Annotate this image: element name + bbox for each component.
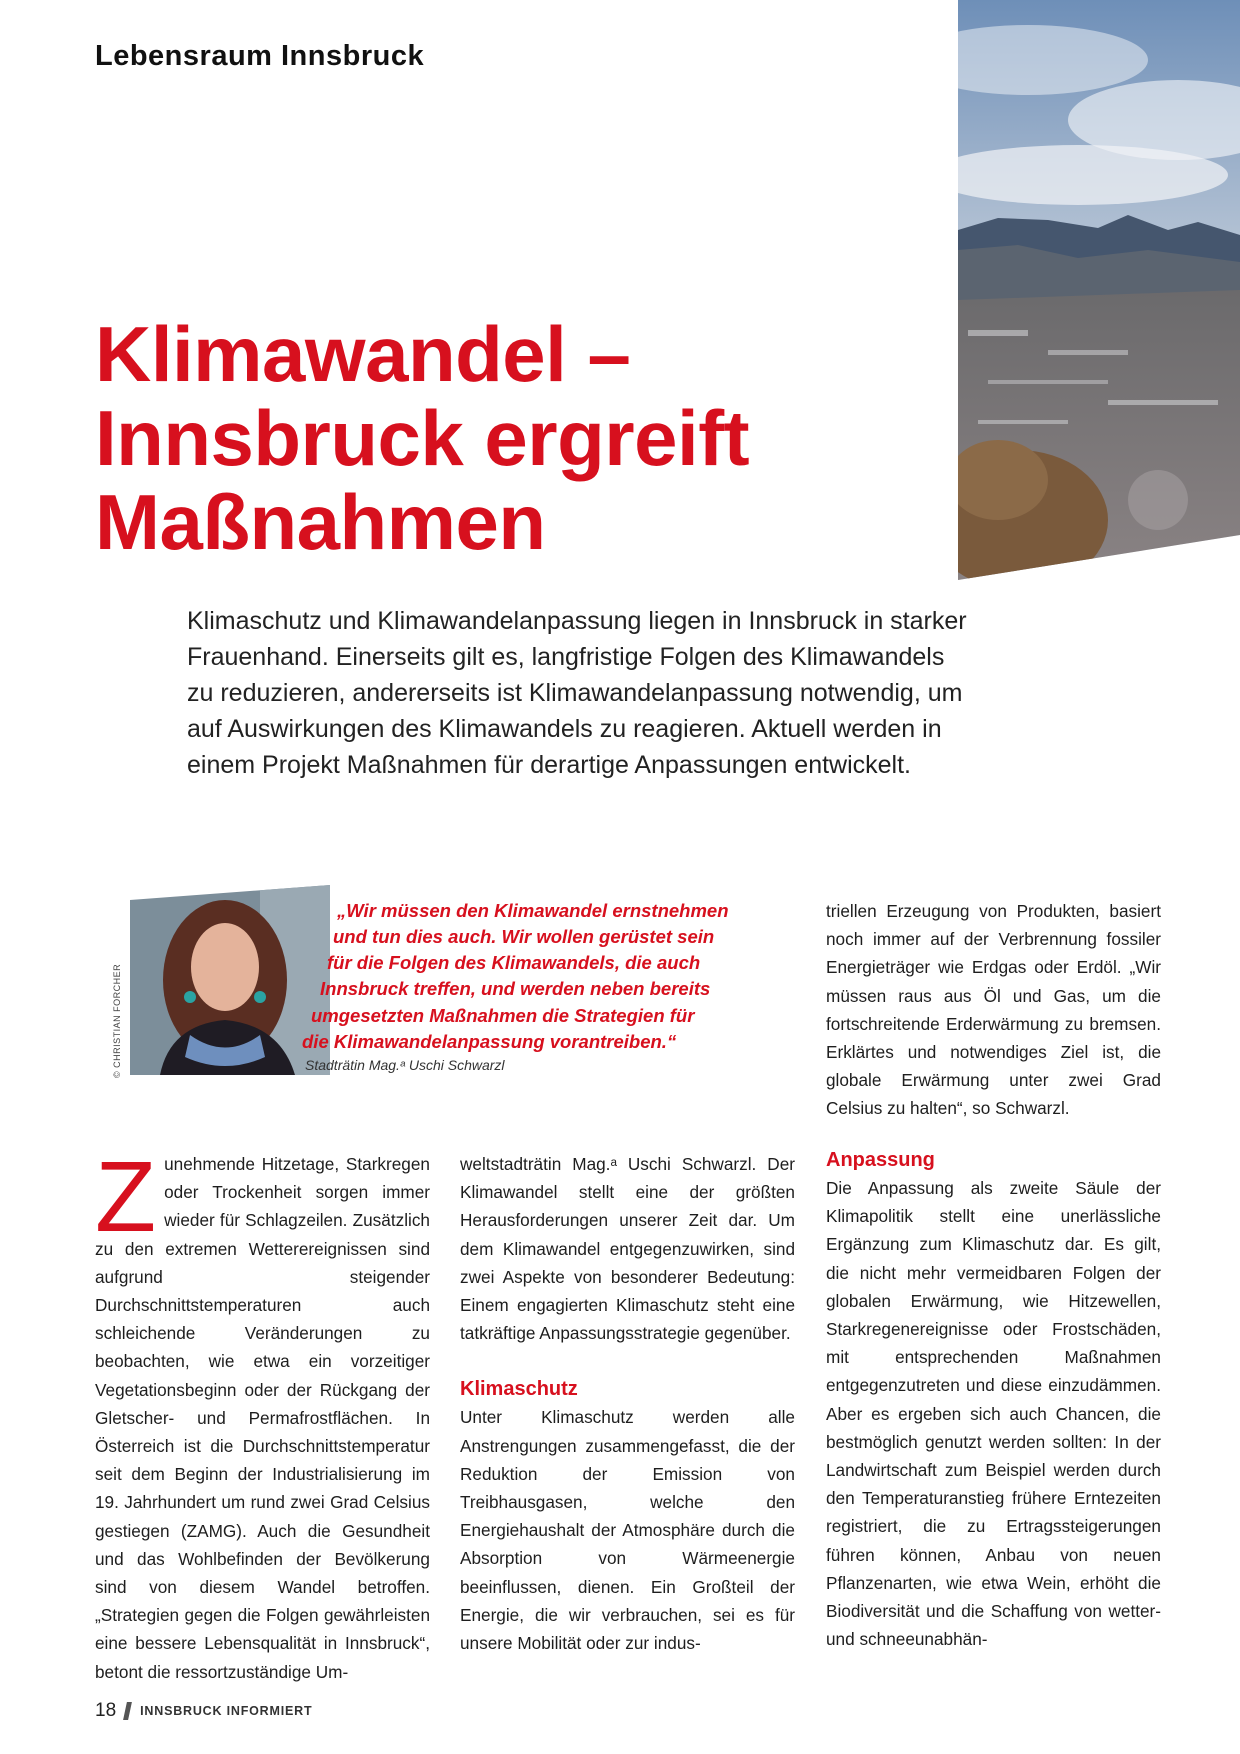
- lead-paragraph: Klimaschutz und Klimawandelanpassung liegen in Innsbruck in starker Frauenhand. Einerseits gilt es, langfristige Folgen des Klimawandels zu reduzieren, andererseits ist Klimawandelanpassung notwendig, um auf Auswirkungen des Klimawandels zu reagieren. Aktuell werden in einem Projekt Maßnahmen für derartige Anpassungen entwickelt.: [187, 607, 967, 779]
- quote-line: die Klimawandelanpassung vorantreiben.“: [302, 1031, 677, 1052]
- column-3: [826, 1146, 1161, 1653]
- innsbruck-panorama-photo: [958, 0, 1240, 580]
- quote-line: Innsbruck treffen, und werden neben bereits: [320, 978, 711, 999]
- subheading-klimaschutz: Klimaschutz: [460, 1378, 578, 1401]
- body-text: unehmende Hitzetage, Starkregen oder Trockenheit sorgen immer wieder für Schlagzeilen. Zusätzlich zu den extremen Wetterereignissen sind aufgrund steigender Durchschnittstemperaturen auch schleichende Veränderungen zu beobachten, wie etwa ein vorzeitiger Vegetationsbeginn oder der Rückgang der Gletscher- und Permafrostflächen. In Österreich ist die Durchschnittstemperatur seit dem Beginn der Industrialisierung im 19. Jahrhundert um rund zwei Grad Celsius gestiegen (ZAMG). Auch die Gesundheit und das Wohlbefinden der Bevölkerung sind von diesem Wandel betroffen. „Strategien gegen die Folgen gewährleisten eine bessere Lebensqualität in Innsbruck“, betont die ressortzuständige Um-: [95, 1154, 430, 1682]
- article-title: [95, 312, 749, 564]
- title-line-2: Innsbruck ergreift: [95, 394, 750, 482]
- column-2: [460, 1150, 795, 1657]
- body-text: weltstadträtin Mag.ᵃ Uschi Schwarzl. Der Klimawandel stellt eine der größten Herausforderungen unserer Zeit dar. Um dem Klimawandel entgegenzuwirken, sind zwei Aspekte von besonderer Bedeutung: Einem engagierten Klimaschutz steht eine tatkräftige Anpassungsstrategie gegenüber.: [460, 1154, 795, 1344]
- quote-line: umgesetzten Maßnahmen die Strategien für: [311, 1005, 695, 1026]
- quote-attribution: Stadträtin Mag.ᵃ Uschi Schwarzl: [305, 1057, 505, 1073]
- section-tag: Lebensraum Innsbruck: [95, 40, 425, 72]
- page-footer: [95, 1700, 312, 1722]
- body-text: Unter Klimaschutz werden alle Anstrengungen zusammengefasst, die der Reduktion der Emission von Treibhausgasen, welche den Energiehaushalt der Atmosphäre durch die Absorption von Wärmeenergie beeinflussen, dienen. Ein Großteil der Energie, die wir verbrauchen, sei es für unsere Mobilität oder zur indus-: [460, 1407, 795, 1654]
- quote-line: und tun dies auch. Wir wollen gerüstet sein: [333, 926, 715, 947]
- page-number: 18: [95, 1700, 117, 1721]
- drop-cap: Z: [95, 1141, 157, 1253]
- column-1: [95, 1141, 430, 1686]
- quote-line: für die Folgen des Klimawandels, die auch: [327, 952, 701, 973]
- publication-name: INNSBRUCK INFORMIERT: [140, 1704, 313, 1718]
- quote-line: „Wir müssen den Klimawandel ernstnehmen: [337, 900, 729, 921]
- title-line-3: Maßnahmen: [95, 478, 546, 566]
- photo-credit: © CHRISTIAN FORCHER: [112, 963, 122, 1078]
- footer-divider: [123, 1702, 132, 1720]
- column-3-top: [826, 897, 1161, 1123]
- body-text: triellen Erzeugung von Produkten, basiert noch immer auf der Verbrennung fossiler Energieträger wie Erdgas oder Erdöl. „Wir müssen raus aus Öl und Gas, um die fortschreitende Erderwärmung zu bremsen. Erklärtes und notwendiges Ziel ist, die globale Erwärmung unter zwei Grad Celsius zu halten“, so Schwarzl.: [826, 901, 1161, 1119]
- subheading-anpassung: Anpassung: [826, 1149, 935, 1171]
- title-line-1: Klimawandel –: [95, 310, 631, 398]
- portrait-photo: [130, 885, 330, 1075]
- body-text: Die Anpassung als zweite Säule der Klimapolitik stellt eine unerlässliche Ergänzung zum Klimaschutz dar. Es gilt, die nicht mehr vermeidbaren Folgen der globalen Erwärmung, wie Hitzewellen, Starkregenereignisse oder Frostschäden, mit entsprechenden Maßnahmen entgegenzutreten und diese einzudämmen. Aber es ergeben sich auch Chancen, die bestmöglich genutzt werden sollten: In der Landwirtschaft zum Beispiel werden durch den Temperaturanstieg frühere Erntezeiten registriert, die zu Ertragssteigerungen führen können, Anbau von neuen Pflanzenarten, wie etwa Wein, erhöht die Biodiversität und die Schaffung von wetter- und schneeunabhän-: [826, 1178, 1161, 1650]
